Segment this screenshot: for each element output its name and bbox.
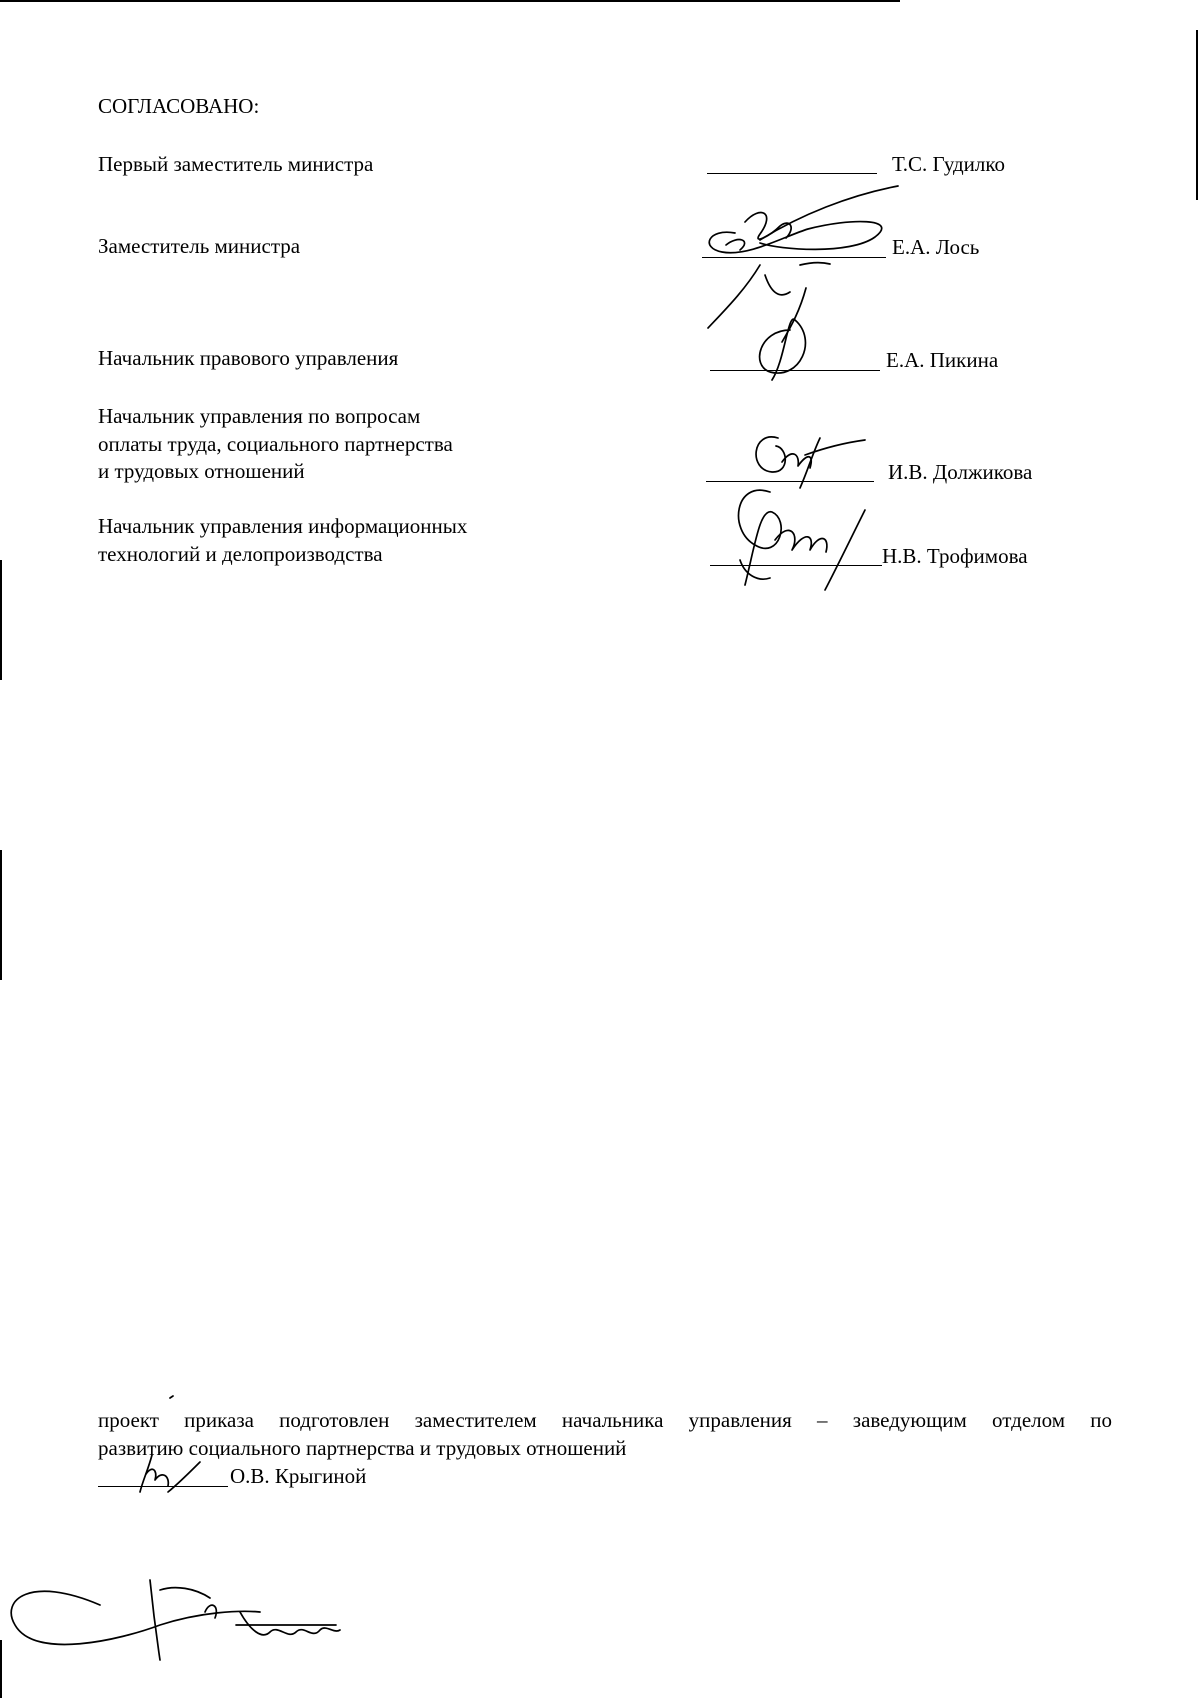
approver-position-1: Первый заместитель министра bbox=[98, 152, 374, 176]
approver-name-3: Е.А. Пикина bbox=[886, 348, 999, 372]
approver-position-4-line-3: и трудовых отношений bbox=[98, 459, 305, 483]
prepared-by-note bbox=[98, 1406, 1112, 1434]
prepared-by-signer: О.В. Крыгиной bbox=[230, 1464, 367, 1488]
approver-name-1: Т.С. Гудилко bbox=[892, 152, 1006, 176]
approval-heading: СОГЛАСОВАНО: bbox=[98, 94, 260, 118]
approver-position-5-line-1: Начальник управления информационных bbox=[98, 514, 468, 538]
approver-position-3: Начальник правового управления bbox=[98, 346, 399, 370]
prepared-by-line-1: проект приказа подготовлен заместителем начальника управления – заведующим отделом по bbox=[98, 1408, 1112, 1432]
approver-name-4: И.В. Должикова bbox=[888, 460, 1033, 484]
prepared-by-signature-line bbox=[98, 1486, 228, 1487]
approver-name-2: Е.А. Лось bbox=[892, 235, 980, 259]
approver-position-2: Заместитель министра bbox=[98, 234, 301, 258]
prepared-by-line-2: развитию социального партнерства и трудовых отношений bbox=[98, 1436, 627, 1460]
approver-position-4-line-1: Начальник управления по вопросам bbox=[98, 404, 421, 428]
approver-position-5-line-2: технологий и делопроизводства bbox=[98, 542, 383, 566]
approver-name-5: Н.В. Трофимова bbox=[882, 544, 1028, 568]
approver-position-4-line-2: оплаты труда, социального партнерства bbox=[98, 432, 453, 456]
